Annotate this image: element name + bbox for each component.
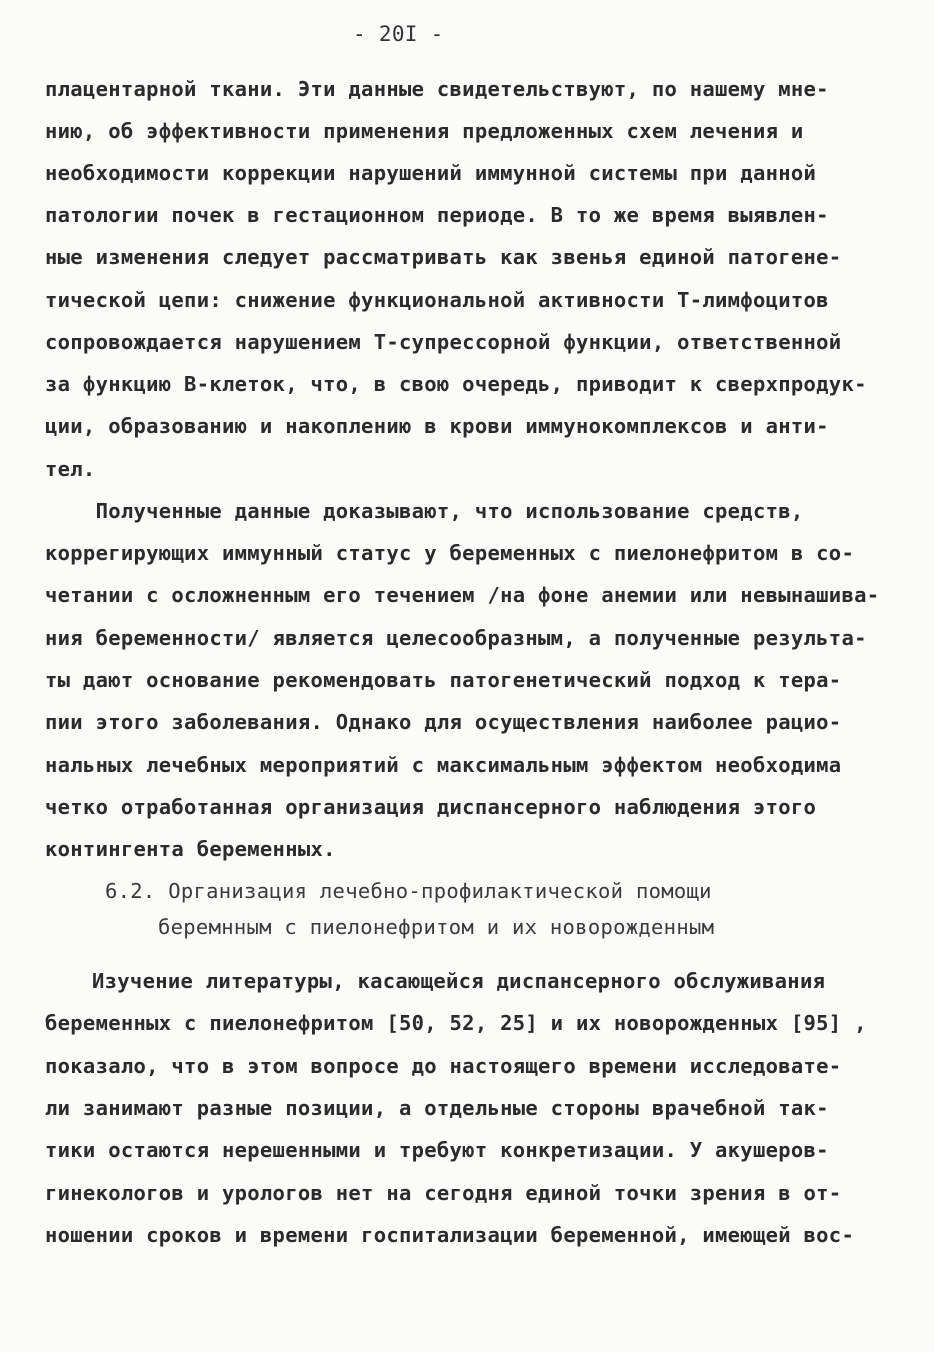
paragraph-2-line: четании с осложненным его течением /на фоне анемии или невынашива-: [45, 583, 880, 607]
paragraph-2-line: нальных лечебных мероприятий с максимальным эффектом необходима: [45, 753, 842, 777]
paragraph-1-line: плацентарной ткани. Эти данные свидетельствуют, по нашему мне-: [45, 77, 829, 101]
paragraph-3-line: беременных с пиелонефритом [50, 52, 25] и их новорожденных [95] ,: [45, 1011, 867, 1035]
paragraph-1-line: тической цепи: снижение функциональной активности Т-лимфоцитов: [45, 288, 829, 312]
paragraph-2-line: ния беременности/ является целесообразным, а полученные результа-: [45, 626, 867, 650]
paragraph-3-line: ношении сроков и времени госпитализации беременной, имеющей вос-: [45, 1223, 855, 1247]
paragraph-1-line: сопровождается нарушением Т-супрессорной функции, ответственной: [45, 330, 842, 354]
paragraph-1-line: патологии почек в гестационном периоде. В то же время выявлен-: [45, 203, 829, 227]
paragraph-1-line: ные изменения следует рассматривать как звенья единой патогене-: [45, 245, 842, 269]
paragraph-1-line: нию, об эффективности применения предложенных схем лечения и: [45, 119, 804, 143]
paragraph-2-line: Полученные данные доказывают, что использование средств,: [45, 499, 804, 523]
paragraph-2-line: четко отработанная организация диспансерного наблюдения этого: [45, 795, 817, 819]
page-number: - 20I -: [353, 22, 444, 46]
section-heading-line-1: 6.2. Организация лечебно-профилактической помощи: [105, 879, 712, 903]
paragraph-1-line: тел.: [45, 457, 96, 481]
paragraph-2-line: ты дают основание рекомендовать патогенетический подход к тера-: [45, 668, 842, 692]
paragraph-2-line: коррегирующих иммунный статус у беременных с пиелонефритом в со-: [45, 541, 855, 565]
paragraph-1-line: необходимости коррекции нарушений иммунной системы при данной: [45, 161, 817, 185]
paragraph-2-line: пии этого заболевания. Однако для осуществления наиболее рацио-: [45, 710, 842, 734]
paragraph-3-line: показало, что в этом вопросе до настоящего времени исследовате-: [45, 1054, 842, 1078]
paragraph-3-line: гинекологов и урологов нет на сегодня единой точки зрения в от-: [45, 1181, 842, 1205]
paragraph-3-line: Изучение литературы, касающейся диспансерного обслуживания: [92, 969, 826, 993]
paragraph-3-line: ли занимают разные позиции, а отдельные стороны врачебной так-: [45, 1096, 829, 1120]
paragraph-1-line: за функцию В-клеток, что, в свою очередь, приводит к сверхпродук-: [45, 372, 867, 396]
paragraph-1-line: ции, образованию и накоплению в крови иммунокомплексов и анти-: [45, 414, 829, 438]
paragraph-3-line: тики остаются нерешенными и требуют конкретизации. У акушеров-: [45, 1138, 829, 1162]
section-heading-line-2: беремнным с пиелонефритом и их новорожденным: [158, 915, 715, 939]
paragraph-2-line: контингента беременных.: [45, 837, 336, 861]
